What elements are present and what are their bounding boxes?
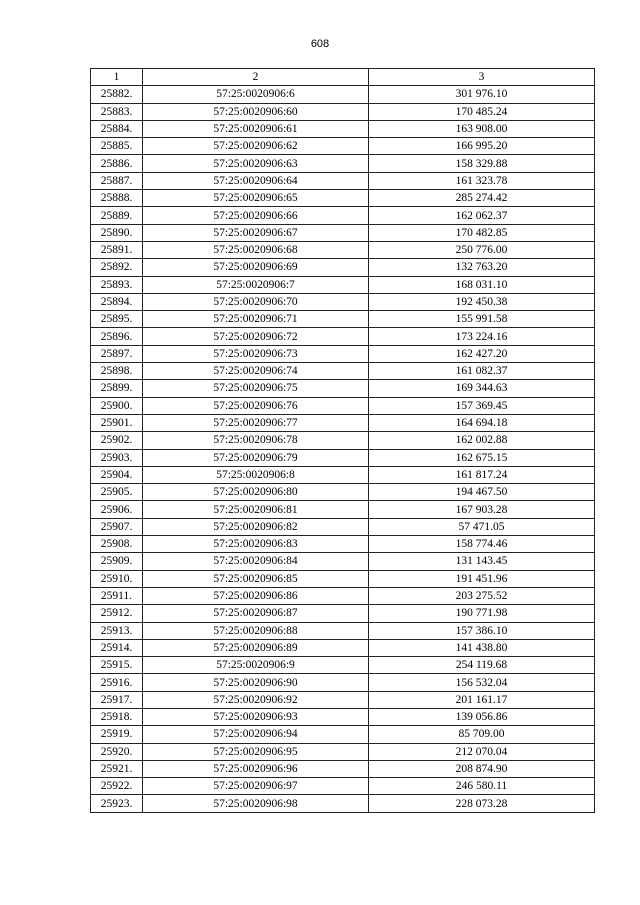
table-row <box>91 397 595 414</box>
cadastral-value-cell: 162 002.88 <box>369 432 595 449</box>
row-index-cell: 25911. <box>91 587 143 604</box>
cadastral-number-cell: 57:25:0020906:95 <box>143 743 369 760</box>
cadastral-number-cell: 57:25:0020906:75 <box>143 380 369 397</box>
row-index-cell: 25889. <box>91 207 143 224</box>
row-index-cell: 25904. <box>91 466 143 483</box>
row-index-cell: 25895. <box>91 311 143 328</box>
table-row <box>91 708 595 725</box>
cadastral-number-cell: 57:25:0020906:82 <box>143 518 369 535</box>
cadastral-value-cell: 194 467.50 <box>369 484 595 501</box>
cadastral-value-cell: 301 976.10 <box>369 86 595 103</box>
row-index-cell: 25918. <box>91 708 143 725</box>
row-index-cell: 25907. <box>91 518 143 535</box>
cadastral-number-cell: 57:25:0020906:6 <box>143 86 369 103</box>
cadastral-value-cell: 157 369.45 <box>369 397 595 414</box>
cadastral-number-cell: 57:25:0020906:87 <box>143 605 369 622</box>
row-index-cell: 25887. <box>91 172 143 189</box>
cadastral-value-cell: 57 471.05 <box>369 518 595 535</box>
row-index-cell: 25912. <box>91 605 143 622</box>
cadastral-value-cell: 161 323.78 <box>369 172 595 189</box>
row-index-cell: 25888. <box>91 190 143 207</box>
row-index-cell: 25900. <box>91 397 143 414</box>
table-row <box>91 674 595 691</box>
cadastral-number-cell: 57:25:0020906:94 <box>143 726 369 743</box>
table-row <box>91 103 595 120</box>
cadastral-value-cell: 173 224.16 <box>369 328 595 345</box>
cadastral-number-cell: 57:25:0020906:67 <box>143 224 369 241</box>
table-row <box>91 241 595 258</box>
table-row <box>91 155 595 172</box>
cadastral-number-cell: 57:25:0020906:66 <box>143 207 369 224</box>
cadastral-value-cell: 228 073.28 <box>369 795 595 812</box>
cadastral-value-cell: 155 991.58 <box>369 311 595 328</box>
cadastral-number-cell: 57:25:0020906:84 <box>143 553 369 570</box>
table-row <box>91 224 595 241</box>
cadastral-number-cell: 57:25:0020906:92 <box>143 691 369 708</box>
table-row <box>91 778 595 795</box>
row-index-cell: 25891. <box>91 241 143 258</box>
row-index-cell: 25885. <box>91 138 143 155</box>
cadastral-value-cell: 203 275.52 <box>369 587 595 604</box>
cadastral-value-cell: 212 070.04 <box>369 743 595 760</box>
cadastral-number-cell: 57:25:0020906:60 <box>143 103 369 120</box>
cadastral-number-cell: 57:25:0020906:70 <box>143 293 369 310</box>
cadastral-value-cell: 158 774.46 <box>369 536 595 553</box>
row-index-cell: 25922. <box>91 778 143 795</box>
table-row <box>91 795 595 812</box>
column-header-index: 1 <box>91 69 143 86</box>
table-row <box>91 414 595 431</box>
table-row <box>91 259 595 276</box>
row-index-cell: 25908. <box>91 536 143 553</box>
cadastral-number-cell: 57:25:0020906:93 <box>143 708 369 725</box>
cadastral-value-cell: 192 450.38 <box>369 293 595 310</box>
table-row <box>91 190 595 207</box>
row-index-cell: 25916. <box>91 674 143 691</box>
cadastral-number-cell: 57:25:0020906:97 <box>143 778 369 795</box>
table-body <box>91 86 595 812</box>
cadastral-number-cell: 57:25:0020906:81 <box>143 501 369 518</box>
row-index-cell: 25923. <box>91 795 143 812</box>
row-index-cell: 25899. <box>91 380 143 397</box>
cadastral-number-cell: 57:25:0020906:86 <box>143 587 369 604</box>
table-row <box>91 138 595 155</box>
cadastral-number-cell: 57:25:0020906:88 <box>143 622 369 639</box>
table-header-row <box>91 69 595 86</box>
row-index-cell: 25913. <box>91 622 143 639</box>
cadastral-number-cell: 57:25:0020906:71 <box>143 311 369 328</box>
table-row <box>91 518 595 535</box>
cadastral-value-cell: 85 709.00 <box>369 726 595 743</box>
page-number: 608 <box>310 38 330 50</box>
cadastral-value-cell: 166 995.20 <box>369 138 595 155</box>
table-row <box>91 466 595 483</box>
table-row <box>91 207 595 224</box>
table-row <box>91 691 595 708</box>
table-row <box>91 363 595 380</box>
cadastral-value-cell: 161 082.37 <box>369 363 595 380</box>
cadastral-value-cell: 161 817.24 <box>369 466 595 483</box>
row-index-cell: 25893. <box>91 276 143 293</box>
row-index-cell: 25886. <box>91 155 143 172</box>
row-index-cell: 25898. <box>91 363 143 380</box>
table-row <box>91 570 595 587</box>
cadastral-value-cell: 285 274.42 <box>369 190 595 207</box>
cadastral-value-cell: 201 161.17 <box>369 691 595 708</box>
cadastral-value-cell: 246 580.11 <box>369 778 595 795</box>
column-header-value: 3 <box>369 69 595 86</box>
cadastral-value-cell: 141 438.80 <box>369 639 595 656</box>
cadastral-number-cell: 57:25:0020906:65 <box>143 190 369 207</box>
cadastral-value-cell: 167 903.28 <box>369 501 595 518</box>
cadastral-number-cell: 57:25:0020906:90 <box>143 674 369 691</box>
row-index-cell: 25905. <box>91 484 143 501</box>
cadastral-number-cell: 57:25:0020906:68 <box>143 241 369 258</box>
cadastral-number-cell: 57:25:0020906:9 <box>143 657 369 674</box>
table-row <box>91 726 595 743</box>
row-index-cell: 25902. <box>91 432 143 449</box>
cadastral-number-cell: 57:25:0020906:8 <box>143 466 369 483</box>
cadastral-number-cell: 57:25:0020906:85 <box>143 570 369 587</box>
table-row <box>91 172 595 189</box>
row-index-cell: 25909. <box>91 553 143 570</box>
row-index-cell: 25884. <box>91 120 143 137</box>
cadastral-value-cell: 131 143.45 <box>369 553 595 570</box>
cadastral-number-cell: 57:25:0020906:62 <box>143 138 369 155</box>
cadastral-number-cell: 57:25:0020906:80 <box>143 484 369 501</box>
cadastral-value-cell: 250 776.00 <box>369 241 595 258</box>
row-index-cell: 25903. <box>91 449 143 466</box>
table-row <box>91 380 595 397</box>
table-row <box>91 293 595 310</box>
cadastral-value-table <box>90 68 595 813</box>
table-row <box>91 86 595 103</box>
row-index-cell: 25894. <box>91 293 143 310</box>
cadastral-value-cell: 139 056.86 <box>369 708 595 725</box>
cadastral-value-cell: 156 532.04 <box>369 674 595 691</box>
cadastral-number-cell: 57:25:0020906:69 <box>143 259 369 276</box>
row-index-cell: 25919. <box>91 726 143 743</box>
row-index-cell: 25890. <box>91 224 143 241</box>
cadastral-number-cell: 57:25:0020906:76 <box>143 397 369 414</box>
table-row <box>91 743 595 760</box>
cadastral-number-cell: 57:25:0020906:63 <box>143 155 369 172</box>
table-row <box>91 760 595 777</box>
table-row <box>91 622 595 639</box>
row-index-cell: 25917. <box>91 691 143 708</box>
table-row <box>91 432 595 449</box>
cadastral-value-cell: 170 485.24 <box>369 103 595 120</box>
cadastral-value-cell: 191 451.96 <box>369 570 595 587</box>
cadastral-number-cell: 57:25:0020906:79 <box>143 449 369 466</box>
row-index-cell: 25901. <box>91 414 143 431</box>
cadastral-value-cell: 208 874.90 <box>369 760 595 777</box>
cadastral-value-cell: 162 675.15 <box>369 449 595 466</box>
cadastral-number-cell: 57:25:0020906:7 <box>143 276 369 293</box>
cadastral-value-cell: 162 427.20 <box>369 345 595 362</box>
table-row <box>91 311 595 328</box>
cadastral-number-cell: 57:25:0020906:77 <box>143 414 369 431</box>
cadastral-value-cell: 163 908.00 <box>369 120 595 137</box>
row-index-cell: 25892. <box>91 259 143 276</box>
cadastral-value-cell: 158 329.88 <box>369 155 595 172</box>
cadastral-value-cell: 254 119.68 <box>369 657 595 674</box>
cadastral-number-cell: 57:25:0020906:64 <box>143 172 369 189</box>
cadastral-number-cell: 57:25:0020906:78 <box>143 432 369 449</box>
cadastral-value-cell: 164 694.18 <box>369 414 595 431</box>
table-row <box>91 328 595 345</box>
row-index-cell: 25921. <box>91 760 143 777</box>
cadastral-number-cell: 57:25:0020906:96 <box>143 760 369 777</box>
row-index-cell: 25910. <box>91 570 143 587</box>
row-index-cell: 25897. <box>91 345 143 362</box>
cadastral-number-cell: 57:25:0020906:98 <box>143 795 369 812</box>
table-row <box>91 276 595 293</box>
cadastral-number-cell: 57:25:0020906:73 <box>143 345 369 362</box>
cadastral-value-cell: 169 344.63 <box>369 380 595 397</box>
cadastral-value-cell: 162 062.37 <box>369 207 595 224</box>
row-index-cell: 25915. <box>91 657 143 674</box>
row-index-cell: 25896. <box>91 328 143 345</box>
table-row <box>91 605 595 622</box>
table-row <box>91 120 595 137</box>
table-row <box>91 587 595 604</box>
table-row <box>91 501 595 518</box>
table-row <box>91 639 595 656</box>
row-index-cell: 25883. <box>91 103 143 120</box>
cadastral-value-cell: 170 482.85 <box>369 224 595 241</box>
row-index-cell: 25882. <box>91 86 143 103</box>
table-row <box>91 449 595 466</box>
cadastral-number-cell: 57:25:0020906:83 <box>143 536 369 553</box>
cadastral-number-cell: 57:25:0020906:74 <box>143 363 369 380</box>
cadastral-value-cell: 157 386.10 <box>369 622 595 639</box>
cadastral-value-cell: 132 763.20 <box>369 259 595 276</box>
column-header-cadastral-number: 2 <box>143 69 369 86</box>
row-index-cell: 25920. <box>91 743 143 760</box>
row-index-cell: 25914. <box>91 639 143 656</box>
cadastral-number-cell: 57:25:0020906:89 <box>143 639 369 656</box>
table-row <box>91 553 595 570</box>
table-row <box>91 657 595 674</box>
cadastral-number-cell: 57:25:0020906:61 <box>143 120 369 137</box>
table-row <box>91 345 595 362</box>
cadastral-value-cell: 190 771.98 <box>369 605 595 622</box>
cadastral-value-cell: 168 031.10 <box>369 276 595 293</box>
cadastral-number-cell: 57:25:0020906:72 <box>143 328 369 345</box>
table-row <box>91 536 595 553</box>
row-index-cell: 25906. <box>91 501 143 518</box>
table-row <box>91 484 595 501</box>
